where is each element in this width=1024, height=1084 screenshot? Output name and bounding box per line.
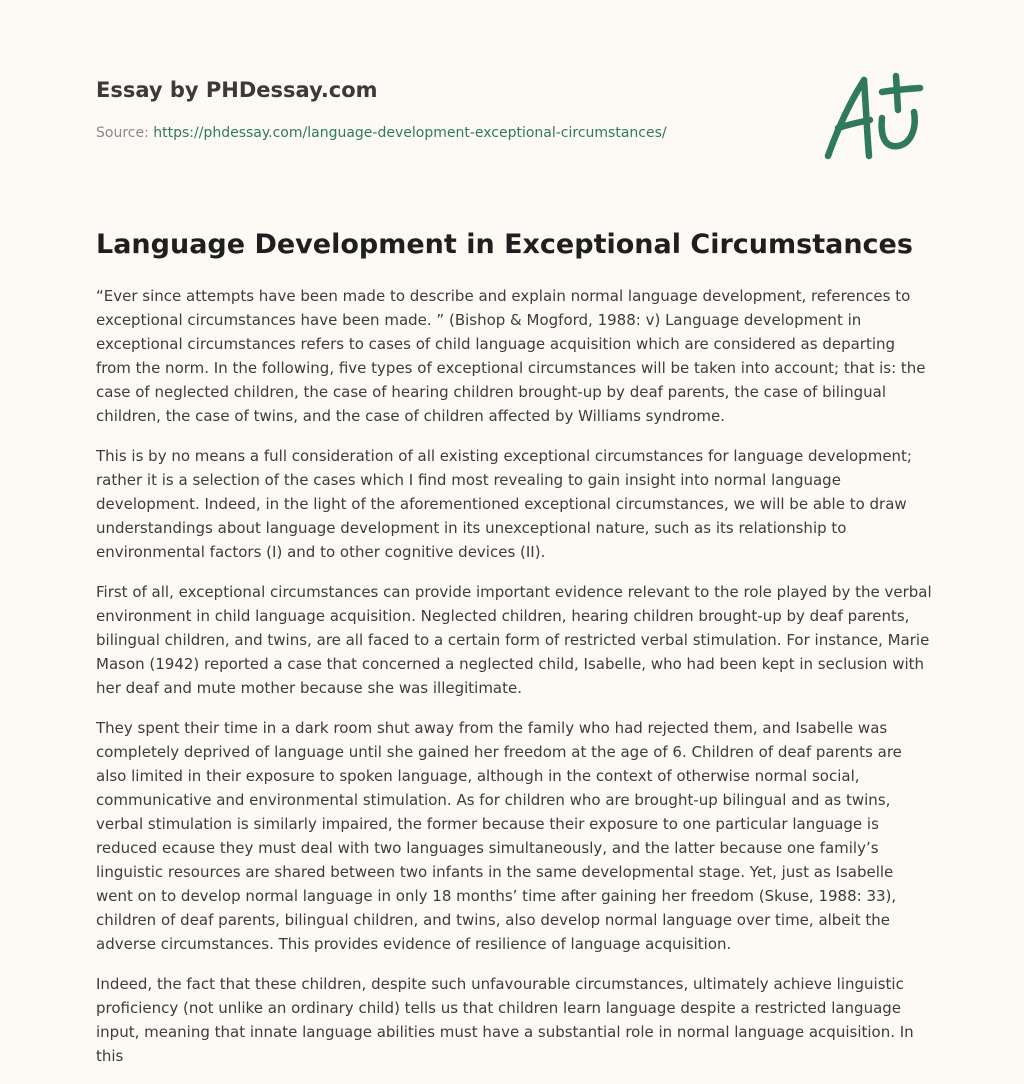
site-brand: Essay by PHDessay.com — [96, 78, 378, 102]
essay-paragraph: This is by no means a full consideration of all existing exceptional circumstances for language development; rather it is a selection of the cases which I find most revealing to gain insight into normal language development. Indeed, in the light of the aforementioned exceptional circumstances, we will be able to draw understandings about language development in its unexceptional nature, such as its relationship to environmental factors (I) and to other cognitive devices (II). — [96, 447, 912, 561]
source-label: Source: — [96, 125, 149, 141]
essay-body — [96, 284, 932, 1084]
essay-paragraph: They spent their time in a dark room shut away from the family who had rejected them, and Isabelle was completely deprived of language until she gained her freedom at the age of 6. Children of deaf parents are also limited in their exposure to spoken language, although in the context of otherwise normal social, communicative and environmental stimulation. As for children who are brought-up bilingual and as twins, verbal stimulation is similarly impaired, the former because their exposure to one particular language is reduced ecause they must deal with two languages simultaneously, and the latter because one family’s linguistic resources are shared between two infants in the same developmental stage. Yet, just as Isabelle went on to develop normal language in only 18 months’ time after gaining her freedom (Skuse, 1988: 33), children of deaf parents, bilingual children, and twins, also develop normal language over time, albeit the adverse circumstances. This provides evidence of resilience of language acquisition. — [96, 719, 902, 953]
essay-paragraph: First of all, exceptional circumstances can provide important evidence relevant to the role played by the verbal environment in child language acquisition. Neglected children, hearing children brought-up by deaf parents, bilingual children, and twins, are all faced to a certain form of restricted verbal stimulation. For instance, Marie Mason (1942) reported a case that concerned a neglected child, Isabelle, who had been kept in seclusion with her deaf and mute mother because she was illegitimate. — [96, 583, 932, 697]
source-line — [96, 123, 796, 143]
essay-header — [96, 76, 796, 143]
a-plus-grade-icon — [820, 66, 930, 166]
source-link[interactable]: https://phdessay.com/language-development-exceptional-circumstances/ — [153, 125, 667, 141]
essay-paragraph: “Ever since attempts have been made to describe and explain normal language development, references to exceptional circumstances have been made. ” (Bishop & Mogford, 1988: v) Language development in exceptional circumstances refers to cases of child language acquisition which are considered as departing from the norm. In the following, five types of exceptional circumstances will be taken into account; that is: the case of neglected children, the case of hearing children brought-up by deaf parents, the case of bilingual children, the case of twins, and the case of children affected by Williams syndrome. — [96, 287, 926, 425]
essay-paragraph: Indeed, the fact that these children, despite such unfavourable circumstances, ultimately achieve linguistic proficiency (not unlike an ordinary child) tells us that children learn language despite a restricted language input, meaning that innate language abilities must have a substantial role in normal language acquisition. In this — [96, 975, 914, 1065]
essay-title: Language Development in Exceptional Circumstances — [96, 229, 913, 260]
